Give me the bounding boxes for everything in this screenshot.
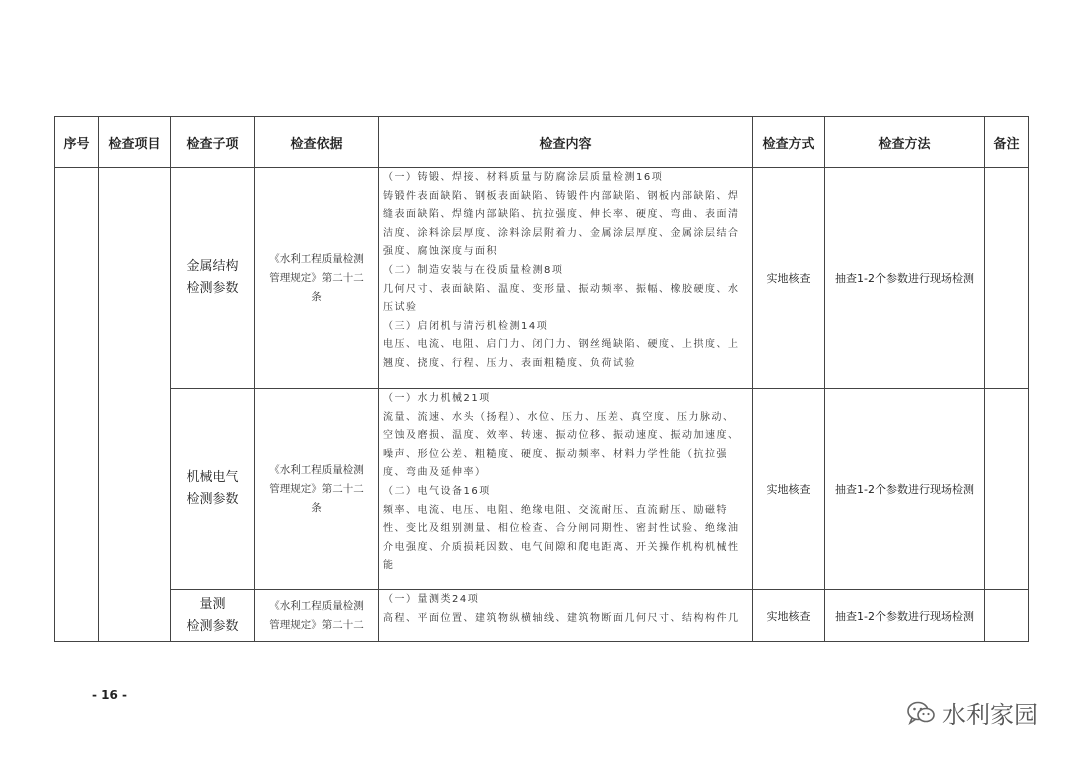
content-line: 洁度、涂料涂层厚度、涂料涂层附着力、金属涂层厚度、金属涂层结合 (383, 227, 740, 239)
header-cell: 检查项目 (99, 117, 171, 168)
sub-item-line: 检测参数 (186, 281, 239, 296)
remarks-cell (985, 590, 1029, 642)
watermark (906, 695, 1038, 730)
sub-item-cell (171, 389, 255, 590)
content-line: 度、弯曲及延伸率） (383, 467, 487, 479)
basis-line: 管理规定》第二十二 (269, 618, 364, 631)
header-cell: 检查方式 (753, 117, 825, 168)
content-line: 流量、流速、水头（扬程）、水位、压力、压差、真空度、压力脉动、 (383, 411, 735, 423)
table-row (55, 389, 1029, 590)
content-line: 空蚀及磨损、温度、效率、转速、振动位移、振动速度、振动加速度、 (383, 430, 740, 442)
basis-cell (255, 389, 379, 590)
header-cell: 检查内容 (379, 117, 753, 168)
basis-line: 《水利工程质量检测 (269, 252, 364, 265)
serial-number-cell (55, 168, 99, 642)
inspection-way-cell: 实地核查 (753, 389, 825, 590)
basis-line: 《水利工程质量检测 (269, 463, 364, 476)
inspection-method-cell: 抽查1-2个参数进行现场检测 (825, 590, 985, 642)
inspection-table (54, 116, 1029, 642)
inspection-method-cell: 抽查1-2个参数进行现场检测 (825, 168, 985, 389)
basis-line: 条 (311, 290, 322, 303)
content-line: 铸锻件表面缺陷、钢板表面缺陷、铸锻件内部缺陷、钢板内部缺陷、焊 (383, 190, 740, 202)
content-line: （三）启闭机与清污机检测14项 (383, 320, 549, 332)
header-cell: 检查方法 (825, 117, 985, 168)
header-cell: 序号 (55, 117, 99, 168)
basis-cell (255, 590, 379, 642)
header-cell: 检查子项 (171, 117, 255, 168)
table-header-row (55, 117, 1029, 168)
watermark-text: 水利家园 (942, 701, 1038, 729)
content-line: 几何尺寸、表面缺陷、温度、变形量、振动频率、振幅、橡胶硬度、水 (383, 283, 740, 295)
content-line: 介电强度、介质损耗因数、电气间隙和爬电距离、开关操作机构机械性 (383, 541, 740, 553)
basis-line: 《水利工程质量检测 (269, 599, 364, 612)
remarks-cell (985, 168, 1029, 389)
sub-item-line: 机械电气 (186, 470, 239, 485)
sub-item-line: 金属结构 (186, 259, 239, 274)
content-line: 性、变比及组别测量、相位检查、合分闸同期性、密封性试验、绝缘油 (383, 523, 740, 535)
sub-item-line: 量测 (199, 596, 226, 612)
inspection-way-cell: 实地核查 (753, 168, 825, 389)
content-cell (379, 590, 753, 642)
wechat-icon (906, 700, 936, 726)
sub-item-cell (171, 590, 255, 642)
content-line: 能 (383, 560, 395, 572)
content-cell (379, 389, 753, 590)
content-cell (379, 168, 753, 389)
table-row (55, 590, 1029, 642)
sub-item-line: 检测参数 (186, 618, 239, 634)
remarks-cell (985, 389, 1029, 590)
content-line: 翘度、挠度、行程、压力、表面粗糙度、负荷试验 (383, 357, 636, 369)
inspection-way-cell: 实地核查 (753, 590, 825, 642)
content-line: （一）水力机械21项 (383, 393, 491, 404)
table-row (55, 168, 1029, 389)
sub-item-line: 检测参数 (186, 492, 239, 507)
content-line: 缝表面缺陷、焊缝内部缺陷、抗拉强度、伸长率、硬度、弯曲、表面清 (383, 209, 740, 221)
content-line: （一）铸锻、焊接、材料质量与防腐涂层质量检测16项 (383, 172, 664, 183)
basis-line: 管理规定》第二十二 (269, 271, 364, 284)
basis-cell (255, 168, 379, 389)
content-line: 高程、平面位置、建筑物纵横轴线、建筑物断面几何尺寸、结构构件几 (383, 612, 740, 624)
content-line: 电压、电流、电阻、启门力、闭门力、钢丝绳缺陷、硬度、上拱度、上 (383, 339, 740, 351)
content-line: 强度、腐蚀深度与面积 (383, 246, 498, 258)
inspection-item-cell (99, 168, 171, 642)
content-line: 压试验 (383, 302, 418, 314)
header-cell: 备注 (985, 117, 1029, 168)
sub-item-cell (171, 168, 255, 389)
basis-line: 条 (311, 501, 322, 514)
header-cell: 检查依据 (255, 117, 379, 168)
basis-line: 管理规定》第二十二 (269, 482, 364, 495)
content-line: 噪声、形位公差、粗糙度、硬度、振动频率、材料力学性能（抗拉强 (383, 448, 728, 460)
content-line: （二）制造安装与在役质量检测8项 (383, 264, 564, 276)
content-line: 频率、电流、电压、电阻、绝缘电阻、交流耐压、直流耐压、励磁特 (383, 504, 728, 516)
content-line: （二）电气设备16项 (383, 485, 491, 497)
content-line: （一）量测类24项 (383, 594, 480, 605)
page-number: - 16 - (92, 688, 128, 702)
inspection-method-cell: 抽查1-2个参数进行现场检测 (825, 389, 985, 590)
